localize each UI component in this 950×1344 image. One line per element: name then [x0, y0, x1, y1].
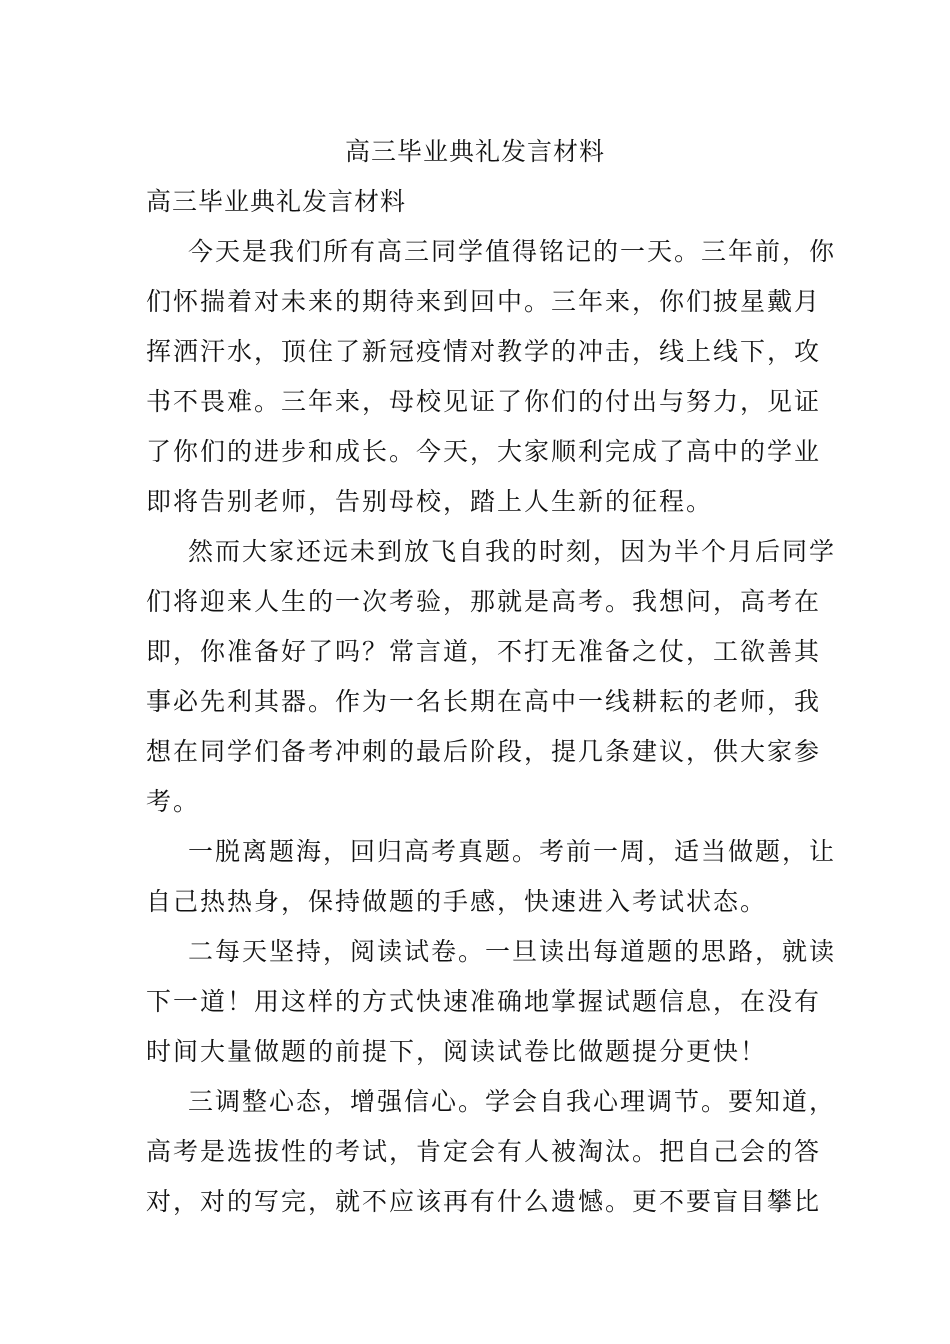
paragraph-2-line-5: 想在同学们备考冲刺的最后阶段，提几条建议，供大家参 [146, 737, 822, 766]
document-title: 高三毕业典礼发言材料 [344, 137, 605, 166]
paragraph-4-line-1: 二每天坚持，阅读试卷。一旦读出每道题的思路，就读 [188, 937, 837, 966]
paragraph-4-line-3: 时间大量做题的前提下，阅读试卷比做题提分更快！ [146, 1037, 768, 1066]
paragraph-1-line-4: 书不畏难。三年来，母校见证了你们的付出与努力，见证 [146, 387, 822, 416]
paragraph-2-line-2: 们将迎来人生的一次考验，那就是高考。我想问，高考在 [146, 587, 822, 616]
paragraph-1-line-5: 了你们的进步和成长。今天，大家顺利完成了高中的学业 [146, 437, 822, 466]
paragraph-2-line-3: 即，你准备好了吗？常言道，不打无准备之仗，工欲善其 [146, 637, 822, 666]
paragraph-3-line-2: 自己热热身，保持做题的手感，快速进入考试状态。 [146, 887, 768, 916]
paragraph-1-line-2: 们怀揣着对未来的期待来到回中。三年来，你们披星戴月 [146, 287, 822, 316]
paragraph-1-line-3: 挥洒汗水，顶住了新冠疫情对教学的冲击，线上线下，攻 [146, 337, 822, 366]
paragraph-2-line-1: 然而大家还远未到放飞自我的时刻，因为半个月后同学 [188, 537, 837, 566]
document-subtitle: 高三毕业典礼发言材料 [146, 187, 407, 216]
paragraph-3-line-1: 一脱离题海，回归高考真题。考前一周，适当做题，让 [188, 837, 837, 866]
paragraph-1-line-6: 即将告别老师，告别母校，踏上人生新的征程。 [146, 487, 714, 516]
paragraph-5-line-1: 三调整心态，增强信心。学会自我心理调节。要知道， [188, 1087, 837, 1116]
paragraph-5-line-3: 对，对的写完，就不应该再有什么遗憾。更不要盲目攀比 [146, 1187, 822, 1216]
paragraph-2-line-4: 事必先利其器。作为一名长期在高中一线耕耘的老师，我 [146, 687, 822, 716]
paragraph-4-line-2: 下一道！用这样的方式快速准确地掌握试题信息，在没有 [146, 987, 822, 1016]
paragraph-1-line-1: 今天是我们所有高三同学值得铭记的一天。三年前，你 [188, 237, 837, 266]
paragraph-2-line-6: 考。 [146, 787, 201, 816]
paragraph-5-line-2: 高考是选拔性的考试，肯定会有人被淘汰。把自己会的答 [146, 1137, 822, 1166]
